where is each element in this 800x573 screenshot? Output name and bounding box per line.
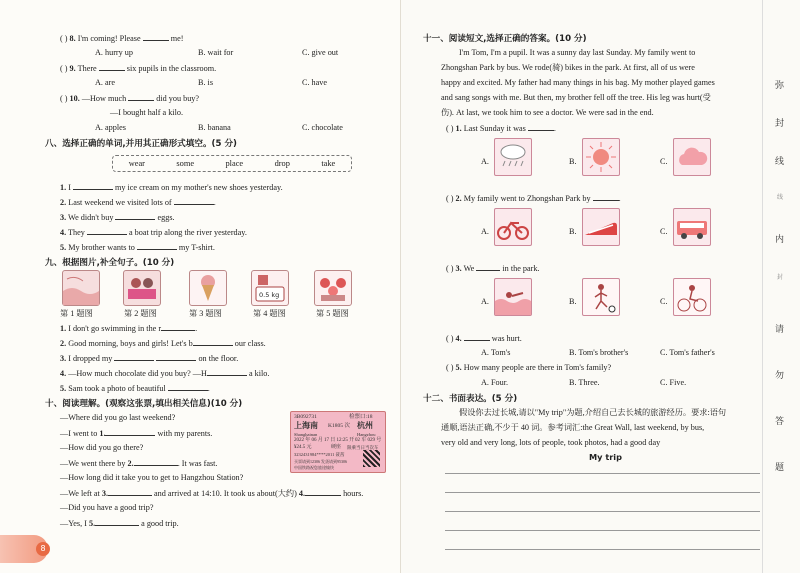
- train-ticket: 3B092731 检票口:18 上海南 K1805 次 杭州 Shanghainan Hangzhou 2022 年 06 月 17 日 12:25 开 02 车 029 号 ¥24.5 元 硬座 限乘当日当次车 3232431984****2011 聂茜 买票请到12306 发货请到95306 中国铁路祝您旅途愉快: [290, 411, 386, 473]
- passage-line-1: I'm Tom, I'm a pupil. It was a sunny day last Sunday. My family went to: [459, 48, 696, 57]
- option-a: A. are: [95, 78, 116, 87]
- section-8-title: 八、选择正确的单词,并用其正确形式填空。(5 分): [45, 139, 237, 149]
- section-9-title: 九、根据图片,补全句子。(10 分): [45, 258, 175, 268]
- cloud-picture: [673, 138, 711, 176]
- swimming-picture: [494, 278, 532, 316]
- rq-3: ( ) 3. We in the park.: [446, 264, 540, 273]
- ticket-train: K1805 次: [328, 423, 350, 429]
- answer-blank[interactable]: [593, 192, 619, 201]
- question-10: ( ) 10. —How much did you buy?: [60, 94, 200, 103]
- rq-4: ( ) 4. was hurt.: [446, 334, 522, 343]
- writing-line[interactable]: [445, 492, 760, 493]
- dialog-line-5: —How long did it take you to get to Hangzhou Station?: [60, 473, 244, 482]
- option-c: C. give out: [302, 48, 339, 57]
- bike-picture: [494, 208, 532, 246]
- essay-title: My trip: [589, 452, 622, 462]
- bus-picture: [673, 208, 711, 246]
- ticket-to: 杭州: [357, 421, 373, 430]
- sec8-item-3: 3. We didn't buy eggs.: [60, 213, 175, 222]
- answer-paren[interactable]: ( ): [60, 64, 68, 73]
- answer-blank[interactable]: [95, 517, 139, 526]
- pic-label-4: 第 4 题图: [253, 309, 286, 318]
- word-item: place: [225, 159, 244, 168]
- dialog-line-4: —We went there by 2. . It was fast.: [60, 459, 218, 468]
- passage-line-3: happy and excited. My father had many things in his bag. My mother played games: [441, 78, 715, 87]
- answer-blank[interactable]: [528, 122, 554, 131]
- sec9-item-1: 1. I don't go swimming in the r .: [60, 324, 198, 333]
- prompt-line-3: very old and very long, lots of people, took photos, had a good day: [441, 438, 661, 447]
- question-9: ( ) 9. There six pupils in the classroom.: [60, 64, 217, 73]
- passage-line-2: Zhongshan Park by bus. We rode(骑) bikes in the park. At first, all of us were: [441, 63, 695, 72]
- qr-code: [363, 450, 380, 467]
- writing-line[interactable]: [445, 549, 760, 550]
- answer-paren[interactable]: ( ): [60, 34, 68, 43]
- sec8-item-2: 2. Last weekend we visited lots of .: [60, 198, 216, 207]
- answer-paren[interactable]: ( ): [446, 334, 454, 343]
- passage-line-5: 伤). At last, we took him to see a doctor. We were sad in the end.: [441, 108, 654, 117]
- sec8-item-1: 1. I my ice cream on my mother's new shoes yesterday.: [60, 183, 283, 192]
- rq-2: ( ) 2. My family went to Zhongshan Park by .: [446, 194, 621, 203]
- answer-paren[interactable]: ( ): [60, 94, 68, 103]
- option-c: C. chocolate: [302, 123, 343, 132]
- dialog-line-3: —How did you go there?: [60, 443, 144, 452]
- section-10-title: 十、阅读理解。(观察这张票,填出相关信息)(10 分): [45, 399, 243, 409]
- answer-paren[interactable]: ( ): [446, 194, 454, 203]
- pic-label-5: 第 5 题图: [316, 309, 349, 318]
- option-b: B. Tom's brother's: [569, 348, 629, 357]
- answer-blank[interactable]: [193, 337, 233, 346]
- page-number-tab: [0, 535, 48, 563]
- option-c: C. Tom's father's: [660, 348, 715, 357]
- section-12-title: 十二、书面表达。(5 分): [423, 394, 518, 404]
- answer-blank[interactable]: [115, 211, 155, 220]
- dialog-line-1: —Where did you go last weekend?: [60, 413, 176, 422]
- answer-blank[interactable]: [168, 382, 208, 391]
- answer-blank[interactable]: [156, 352, 196, 361]
- option-b: B. Three.: [569, 378, 600, 387]
- writing-line[interactable]: [445, 511, 760, 512]
- section-11-title: 十一、阅读短文,选择正确的答案。(10 分): [423, 34, 587, 44]
- cycling-picture: [673, 278, 711, 316]
- option-a: A. Four.: [481, 378, 509, 387]
- rain-picture: [494, 138, 532, 176]
- option-c: C. Five.: [660, 378, 687, 387]
- word-item: some: [176, 159, 195, 168]
- pic-label-1: 第 1 题图: [60, 309, 93, 318]
- football-picture: [582, 278, 620, 316]
- sec9-item-5: 5. Sam took a photo of beautiful .: [60, 384, 210, 393]
- prompt-line-1: 假设你去过长城,请以"My trip"为题,介绍自己去长城的旅游经历。要求:语句: [459, 408, 727, 417]
- answer-blank[interactable]: [161, 322, 195, 331]
- ticket-from: 上海南: [294, 421, 318, 430]
- sec8-item-4: 4. They a boat trip along the river yesterday.: [60, 228, 247, 237]
- sec9-item-3: 3. I dropped my on the floor.: [60, 354, 239, 363]
- option-a: A. Tom's: [481, 348, 511, 357]
- ticket-code: 3B092731: [294, 414, 317, 420]
- word-item: wear: [128, 159, 145, 168]
- writing-line[interactable]: [445, 473, 760, 474]
- answer-blank[interactable]: [128, 92, 154, 101]
- right-page: 十一、阅读短文,选择正确的答案。(10 分) I'm Tom, I'm a pupil. It was a sunny day last Sunday. My family went to Zhongshan Park by bus. We rode(骑) bikes in the park. At first, all of us were happy and excited. My father had many things in his bag. My mother played games and sang songs with me. But then, my brother fell off the tree. His leg was hurt(受 伤). At last, we took him to see a doctor. We were sad in the end. ( ) 1. Last Sunday it was . A. B. C. ( ) 2. My family went to Zhongshan Park by . A. B. C. ( ) 3. We in the park. A. B. C. ( ) 4. was hurt. A. Tom's B. Tom's brother's C. Tom's father's ( ) 5. How many people are there in Tom's family? A. Four. B. Three. C. Five. 十二、书面表达。(5 分) 假设你去过长城,请以"My trip"为题,介绍自己去长城的旅游经历。要求:语句 通顺,语法正确,不少于 40 词。参考词汇:the Great Wall, last weekend, by bus, very old and very long, lots of people, took photos, had a good day My trip: [400, 0, 800, 573]
- page-number: 8: [36, 542, 50, 556]
- prompt-line-2: 通顺,语法正确,不少于 40 词。参考词汇:the Great Wall, last weekend, by bus,: [441, 423, 705, 432]
- answer-blank[interactable]: [305, 487, 341, 496]
- word-item: drop: [274, 159, 290, 168]
- option-c: C. have: [302, 78, 328, 87]
- rq-1: ( ) 1. Last Sunday it was .: [446, 124, 556, 133]
- option-a: A. apples: [95, 123, 126, 132]
- answer-blank[interactable]: [207, 367, 247, 376]
- answer-blank[interactable]: [73, 181, 113, 190]
- train-picture: [582, 208, 620, 246]
- writing-line[interactable]: [445, 530, 760, 531]
- classroom-picture: [123, 270, 161, 306]
- answer-blank[interactable]: [108, 487, 152, 496]
- sec9-item-4: 4. —How much chocolate did you buy? —H a kilo.: [60, 369, 270, 378]
- option-a: A. hurry up: [95, 48, 133, 57]
- dialog-line-7: —Did you have a good trip?: [60, 503, 154, 512]
- sec8-item-5: 5. My brother wants to my T-shirt.: [60, 243, 215, 252]
- pic-label-3: 第 3 题图: [189, 309, 222, 318]
- answer-blank[interactable]: [476, 262, 500, 271]
- dialog-line-2: —I went to 1. with my parents.: [60, 429, 213, 438]
- ticket-date: 2022 年 06 月 17 日 12:25 开: [294, 438, 355, 443]
- answer-blank[interactable]: [464, 332, 490, 341]
- word-bank: [112, 155, 352, 172]
- pic-label-2: 第 2 题图: [124, 309, 157, 318]
- river-picture: [62, 270, 100, 306]
- scale-reading: 0.5 kg: [259, 291, 280, 299]
- option-b: B. is: [198, 78, 214, 87]
- answer-blank[interactable]: [143, 32, 169, 41]
- sun-picture: [582, 138, 620, 176]
- sec9-item-2: 2. Good morning, boys and girls! Let's b our class.: [60, 339, 266, 348]
- answer-blank[interactable]: [99, 62, 125, 71]
- dialog-line-6: —We left at 3. and arrived at 14:10. It took us about(大约) 4. hours.: [60, 489, 364, 498]
- ticket-gate: 检票口:18: [349, 414, 373, 420]
- answer-blank[interactable]: [134, 457, 178, 466]
- flowers-picture: [314, 270, 352, 306]
- option-b: B. banana: [198, 123, 231, 132]
- answer-blank[interactable]: [174, 196, 214, 205]
- option-b: B. wait for: [198, 48, 234, 57]
- answer-blank[interactable]: [114, 352, 154, 361]
- answer-paren[interactable]: ( ): [446, 363, 454, 372]
- scale-picture: [251, 270, 289, 306]
- answer-blank[interactable]: [105, 427, 155, 436]
- ice-cream-picture: [189, 270, 227, 306]
- answer-blank[interactable]: [87, 226, 127, 235]
- dialog-line-8: —Yes, I 5. a good trip.: [60, 519, 179, 528]
- answer-paren[interactable]: ( ): [446, 264, 454, 273]
- dialog-reply: —I bought half a kilo.: [110, 108, 183, 117]
- seal-line-strip: 弥 封 线 线 内 封 请 勿 答 题: [762, 0, 800, 573]
- rq-5: ( ) 5. How many people are there in Tom's family?: [446, 363, 612, 372]
- answer-blank[interactable]: [137, 241, 177, 250]
- word-item: take: [321, 159, 336, 168]
- question-8: ( ) 8. I'm coming! Please me!: [60, 34, 184, 43]
- passage-line-4: and sang songs with me. But then, my brother fell off the tree. His leg was hurt(受: [441, 93, 711, 102]
- answer-paren[interactable]: ( ): [446, 124, 454, 133]
